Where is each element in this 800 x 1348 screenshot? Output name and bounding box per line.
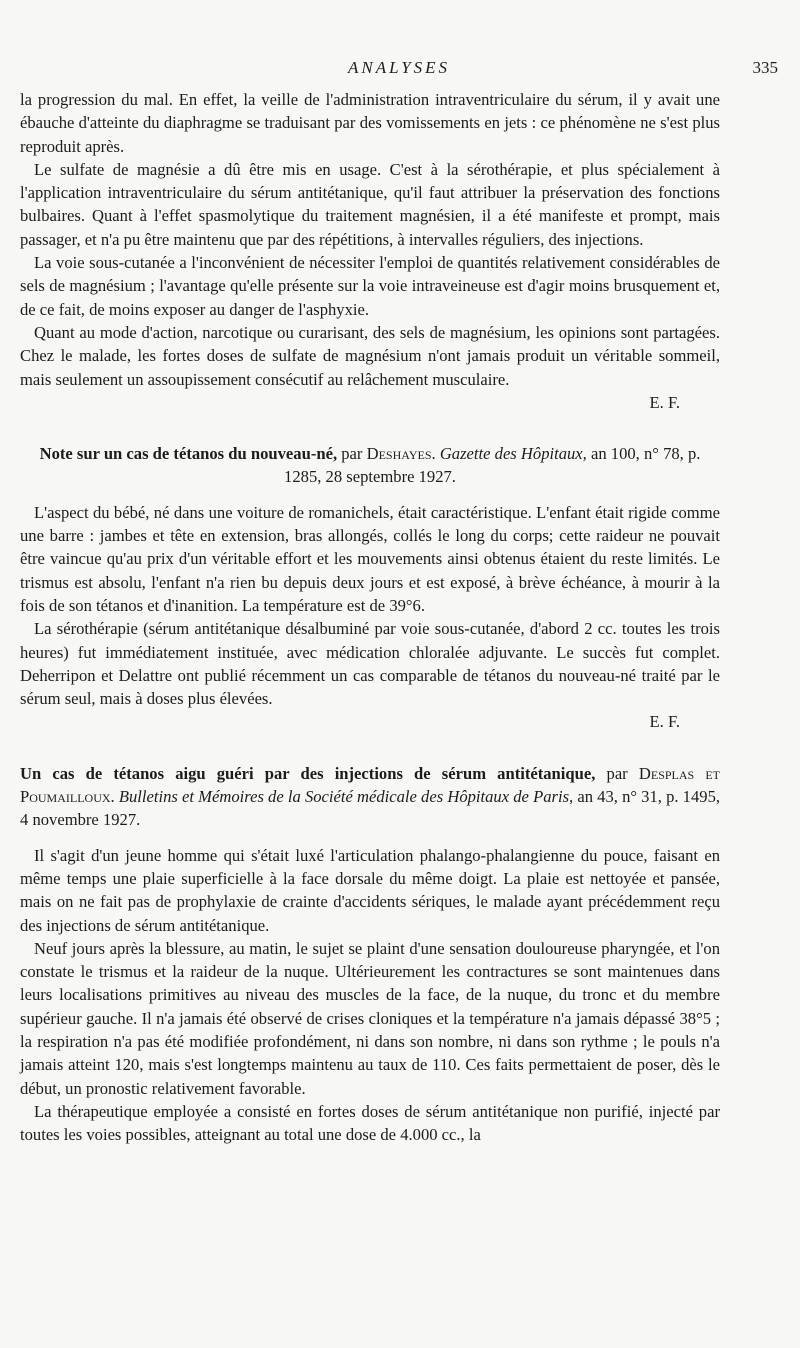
article-citation bbox=[20, 442, 720, 489]
citation-details: an 100, n° 78, p. 1285, 28 septembre 1927. bbox=[284, 444, 701, 487]
analysis-continued bbox=[20, 88, 720, 414]
journal-name: Bulletins et Mémoires de la Société médicale des Hôpitaux de Paris, bbox=[118, 787, 574, 807]
page-number: 335 bbox=[752, 58, 778, 77]
paragraph: La voie sous-cutanée a l'inconvénient de nécessiter l'emploi de quantités relativement considérables de sels de magnésium ; l'avantage qu'elle présente sur la voie intraveineuse est d'agir moins brusquement et, de ce fait, de moins exposer au danger de l'asphyxie. bbox=[20, 253, 720, 319]
page-body bbox=[20, 88, 720, 1146]
citation-by: par bbox=[341, 444, 363, 464]
paragraph: Il s'agit d'un jeune homme qui s'était luxé l'articulation phalango-phalangienne du pouce, faisant en même temps une plaie superficielle à la face dorsale du même doigt. La plaie est nettoyée et pansée, mais on ne fait pas de prophylaxie de crainte d'accidents sériques, le malade ayant précédemment reçu des injections de sérum antitétanique. bbox=[20, 845, 720, 935]
paragraph: La thérapeutique employée a consisté en fortes doses de sérum antitétanique non purifié, injecté par toutes les voies possibles, atteignant au total une dose de 4.000 cc., la bbox=[20, 1101, 720, 1145]
citation-details: an 43, n° 31, p. 1495, 4 novembre 1927. bbox=[20, 787, 721, 830]
paragraph: Neuf jours après la blessure, au matin, le sujet se plaint d'une sensation douloureuse pharyngée, et l'on constate le trismus et la raideur de la nuque. Ultérieurement les contractures se sont maintenues dans leurs localisations primitives au niveau des muscles de la face, de la nuque, du tronc et du membre supérieur gauche. Il n'a jamais été observé de crises cloniques et la température n'a jamais dépassé 38°5 ; la respiration n'a pas été modifiée profondément, ni dans son nombre, ni dans son rythme ; le pouls n'a jamais atteint 120, mais s'est longtemps maintenu au taux de 110. Ces faits permettaient de poser, dès le début, un pronostic relativement favorable. bbox=[20, 938, 720, 1098]
analysis-tetanos-nouveau-ne bbox=[20, 442, 720, 734]
page-header bbox=[20, 56, 778, 82]
paragraph: La sérothérapie (sérum antitétanique désalbuminé par voie sous-cutanée, d'abord 2 cc. toutes les trois heures) fut immédiatement instituée, avec médication chloralée adjuvante. Le succès fut complet. Deherripon et Delattre ont publié récemment un cas comparable de tétanos du nouveau-né traité par le sérum seul, mais à doses plus élevées. bbox=[20, 619, 720, 709]
article-author: Deshayes. bbox=[366, 444, 436, 464]
analysis-tetanos-aigu bbox=[20, 762, 720, 1147]
signature: E. F. bbox=[649, 392, 680, 412]
paragraph: L'aspect du bébé, né dans une voiture de romanichels, était caractéristique. L'enfant était rigide comme une barre : jambes et tête en extension, bras allongés, collés le long du corps; cette raideur ne pouvait être vaincue qu'au prix d'un véritable effort et les mouvements ainsi obtenus étaient du reste limités. Le trismus est absolu, l'enfant n'a rien bu depuis deux jours et est exposé, à brève échéance, à mourir à la fois de son tétanos et d'inanition. La température est de 39°6. bbox=[20, 502, 720, 615]
article-authors: Desplas et Poumailloux. bbox=[20, 763, 721, 807]
article-title: Un cas de tétanos aigu guéri par des injections de sérum antitétanique, bbox=[20, 763, 596, 783]
citation-by: par bbox=[606, 763, 628, 783]
paragraph: Quant au mode d'action, narcotique ou curarisant, des sels de magnésium, les opinions sont partagées. Chez le malade, les fortes doses de sulfate de magnésium n'ont jamais produit un véritable sommeil, mais seulement un assoupissement consécutif au relâchement musculaire. bbox=[20, 322, 720, 389]
journal-name: Gazette des Hôpitaux, bbox=[439, 444, 587, 464]
running-title: ANALYSES bbox=[347, 58, 451, 77]
article-title: Note sur un cas de tétanos du nouveau-né, bbox=[39, 444, 338, 464]
paragraph: Le sulfate de magnésie a dû être mis en usage. C'est à la sérothérapie, et plus spécialement à l'application intraventriculaire du sérum antitétanique, qu'il faut attribuer la préservation des fonctions bulbaires. Quant à l'effet spasmolytique du traitement magnésien, il a été manifeste et prompt, mais passager, et n'a pu être maintenu que par des répétitions, à intervalles réguliers, des injections. bbox=[20, 159, 720, 249]
article-citation bbox=[20, 762, 720, 832]
signature: E. F. bbox=[649, 712, 680, 732]
paragraph: la progression du mal. En effet, la veille de l'administration intraventriculaire du sérum, il y avait une ébauche d'atteinte du diaphragme se traduisant par des vomissements en jets : ce phénomène ne s'est plus reproduit après. bbox=[20, 90, 720, 156]
